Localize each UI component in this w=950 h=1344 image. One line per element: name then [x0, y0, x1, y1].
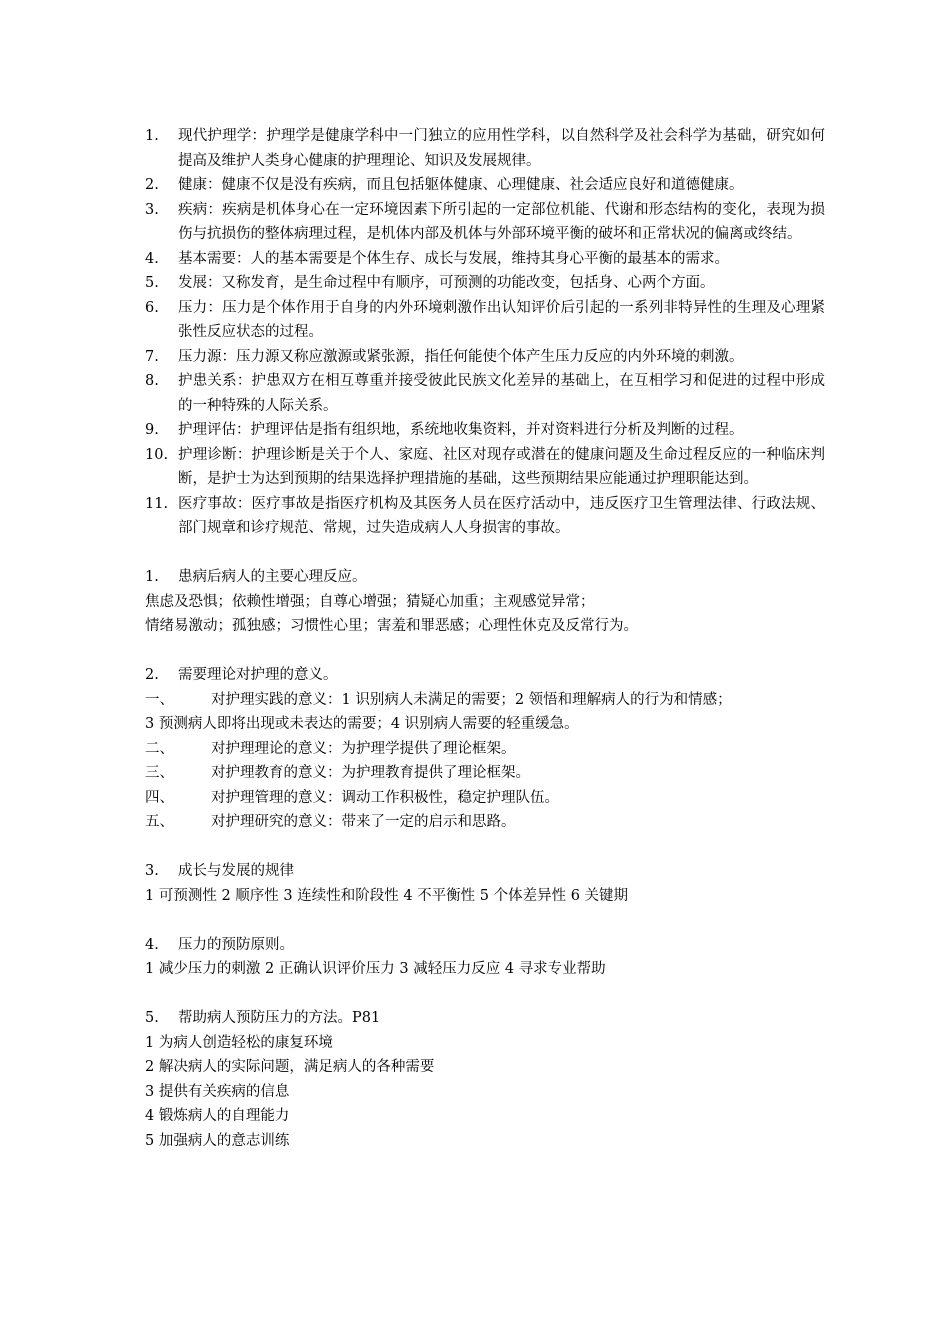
definition-item	[145, 271, 825, 296]
question-heading	[145, 565, 825, 590]
answer-item	[145, 786, 825, 811]
question-title: 帮助病人预防压力的方法。P81	[178, 1010, 381, 1026]
answer-number: 二、	[145, 740, 174, 757]
answer-text: 对护理教育的意义：为护理教育提供了理论框架。	[211, 765, 530, 781]
definition-item	[145, 296, 825, 345]
definition-item	[145, 345, 825, 370]
question-number: 3.	[145, 863, 159, 879]
definition-item	[145, 443, 825, 492]
question-2-section	[145, 663, 825, 835]
definition-number: 11.	[145, 495, 169, 512]
answer-item	[145, 761, 825, 786]
question-heading	[145, 1006, 825, 1031]
definition-number: 6.	[145, 299, 159, 316]
definition-number: 9.	[145, 422, 159, 438]
definition-item	[145, 124, 825, 173]
definition-text: 疾病：疾病是机体身心在一定环境因素下所引起的一定部位机能、代谢和形态结构的变化，表现为损伤与抗损伤的整体病理过程，是机体内部及机体与外部环境平衡的破坏和正常状况的偏离或终结。	[178, 201, 825, 242]
definition-number: 5.	[145, 275, 159, 291]
definition-text: 医疗事故：医疗事故是指医疗机构及其医务人员在医疗活动中，违反医疗卫生管理法律、行政法规、部门规章和诊疗规范、常规，过失造成病人人身损害的事故。	[178, 495, 825, 536]
blank-line	[145, 835, 825, 860]
question-number: 2.	[145, 667, 159, 683]
document-page	[145, 124, 825, 1153]
question-title: 患病后病人的主要心理反应。	[178, 569, 367, 585]
answer-line: 4 锻炼病人的自理能力	[145, 1108, 290, 1124]
definition-item	[145, 418, 825, 443]
answer-line: 1 为病人创造轻松的康复环境	[145, 1034, 333, 1051]
question-title: 需要理论对护理的意义。	[178, 667, 338, 683]
answer-line: 1 减少压力的刺激 2 正确认识评价压力 3 减轻压力反应 4 寻求专业帮助	[145, 961, 606, 977]
answer-number: 一、	[145, 691, 174, 708]
question-number: 5.	[145, 1010, 159, 1026]
answer-line: 3 预测病人即将出现或未表达的需要；4 识别病人需要的轻重缓急。	[145, 716, 579, 732]
blank-line	[145, 639, 825, 664]
definition-number: 2.	[145, 177, 159, 193]
question-1-section	[145, 565, 825, 639]
answer-number: 四、	[145, 789, 174, 806]
answer-line: 5 加强病人的意志训练	[145, 1132, 290, 1149]
blank-line	[145, 982, 825, 1007]
question-heading	[145, 859, 825, 884]
definition-number: 7.	[145, 348, 159, 365]
answer-text: 对护理实践的意义：1 识别病人未满足的需要；2 领悟和理解病人的行为和情感；	[211, 691, 732, 708]
answer-line: 3 提供有关疾病的信息	[145, 1083, 290, 1100]
definition-number: 1.	[145, 128, 159, 144]
definitions-list	[145, 124, 825, 541]
definition-text: 现代护理学：护理学是健康学科中一门独立的应用性学科，以自然科学及社会科学为基础，研究如何提高及维护人类身心健康的护理理论、知识及发展规律。	[178, 128, 825, 169]
question-heading	[145, 933, 825, 958]
question-title: 成长与发展的规律	[178, 863, 294, 879]
definition-text: 发展：又称发育，是生命过程中有顺序，可预测的功能改变，包括身、心两个方面。	[178, 275, 715, 291]
definition-text: 健康：健康不仅是没有疾病，而且包括躯体健康、心理健康、社会适应良好和道德健康。	[178, 177, 744, 193]
question-number: 4.	[145, 936, 159, 953]
answer-line: 2 解决病人的实际问题，满足病人的各种需要	[145, 1059, 435, 1075]
question-4-section	[145, 933, 825, 982]
answer-line: 情绪易激动；孤独感；习惯性心里；害羞和罪恶感；心理性休克及反常行为。	[145, 618, 638, 634]
definition-item	[145, 198, 825, 247]
answer-item	[145, 737, 825, 762]
answer-text: 对护理理论的意义：为护理学提供了理论框架。	[211, 740, 516, 757]
question-number: 1.	[145, 569, 159, 585]
definition-item	[145, 247, 825, 272]
definition-number: 8.	[145, 373, 159, 389]
definition-number: 4.	[145, 250, 159, 267]
answer-number: 三、	[145, 765, 174, 781]
definition-text: 基本需要：人的基本需要是个体生存、成长与发展，维持其身心平衡的最基本的需求。	[178, 250, 729, 267]
answer-text: 对护理管理的意义：调动工作积极性，稳定护理队伍。	[211, 789, 559, 806]
answer-item	[145, 688, 825, 713]
definition-number: 10.	[145, 446, 169, 463]
definition-text: 护理诊断：护理诊断是关于个人、家庭、社区对现存或潜在的健康问题及生命过程反应的一种临床判断，是护士为达到预期的结果选择护理措施的基础，这些预期结果应能通过护理职能达到。	[178, 446, 825, 487]
answer-text: 对护理研究的意义：带来了一定的启示和思路。	[211, 814, 516, 830]
answer-number: 五、	[145, 814, 174, 830]
answer-line: 焦虑及恐惧；依赖性增强；自尊心增强；猜疑心加重；主观感觉异常；	[145, 593, 595, 610]
definition-item	[145, 492, 825, 541]
question-5-section	[145, 1006, 825, 1153]
question-heading	[145, 663, 825, 688]
definition-text: 护理评估：护理评估是指有组织地，系统地收集资料，并对资料进行分析及判断的过程。	[178, 422, 744, 438]
answer-line: 1 可预测性 2 顺序性 3 连续性和阶段性 4 不平衡性 5 个体差异性 6 关键期	[145, 887, 629, 904]
answer-item	[145, 810, 825, 835]
definition-text: 压力源：压力源又称应激源或紧张源，指任何能使个体产生压力反应的内外环境的刺激。	[178, 348, 744, 365]
definition-number: 3.	[145, 201, 159, 218]
blank-line	[145, 541, 825, 566]
question-title: 压力的预防原则。	[178, 936, 294, 953]
definition-item	[145, 369, 825, 418]
blank-line	[145, 908, 825, 933]
definition-text: 压力：压力是个体作用于自身的内外环境刺激作出认知评价后引起的一系列非特异性的生理及心理紧张性反应状态的过程。	[178, 299, 825, 340]
definition-text: 护患关系：护患双方在相互尊重并接受彼此民族文化差异的基础上，在互相学习和促进的过程中形成的一种特殊的人际关系。	[178, 373, 825, 414]
question-3-section	[145, 859, 825, 908]
definition-item	[145, 173, 825, 198]
